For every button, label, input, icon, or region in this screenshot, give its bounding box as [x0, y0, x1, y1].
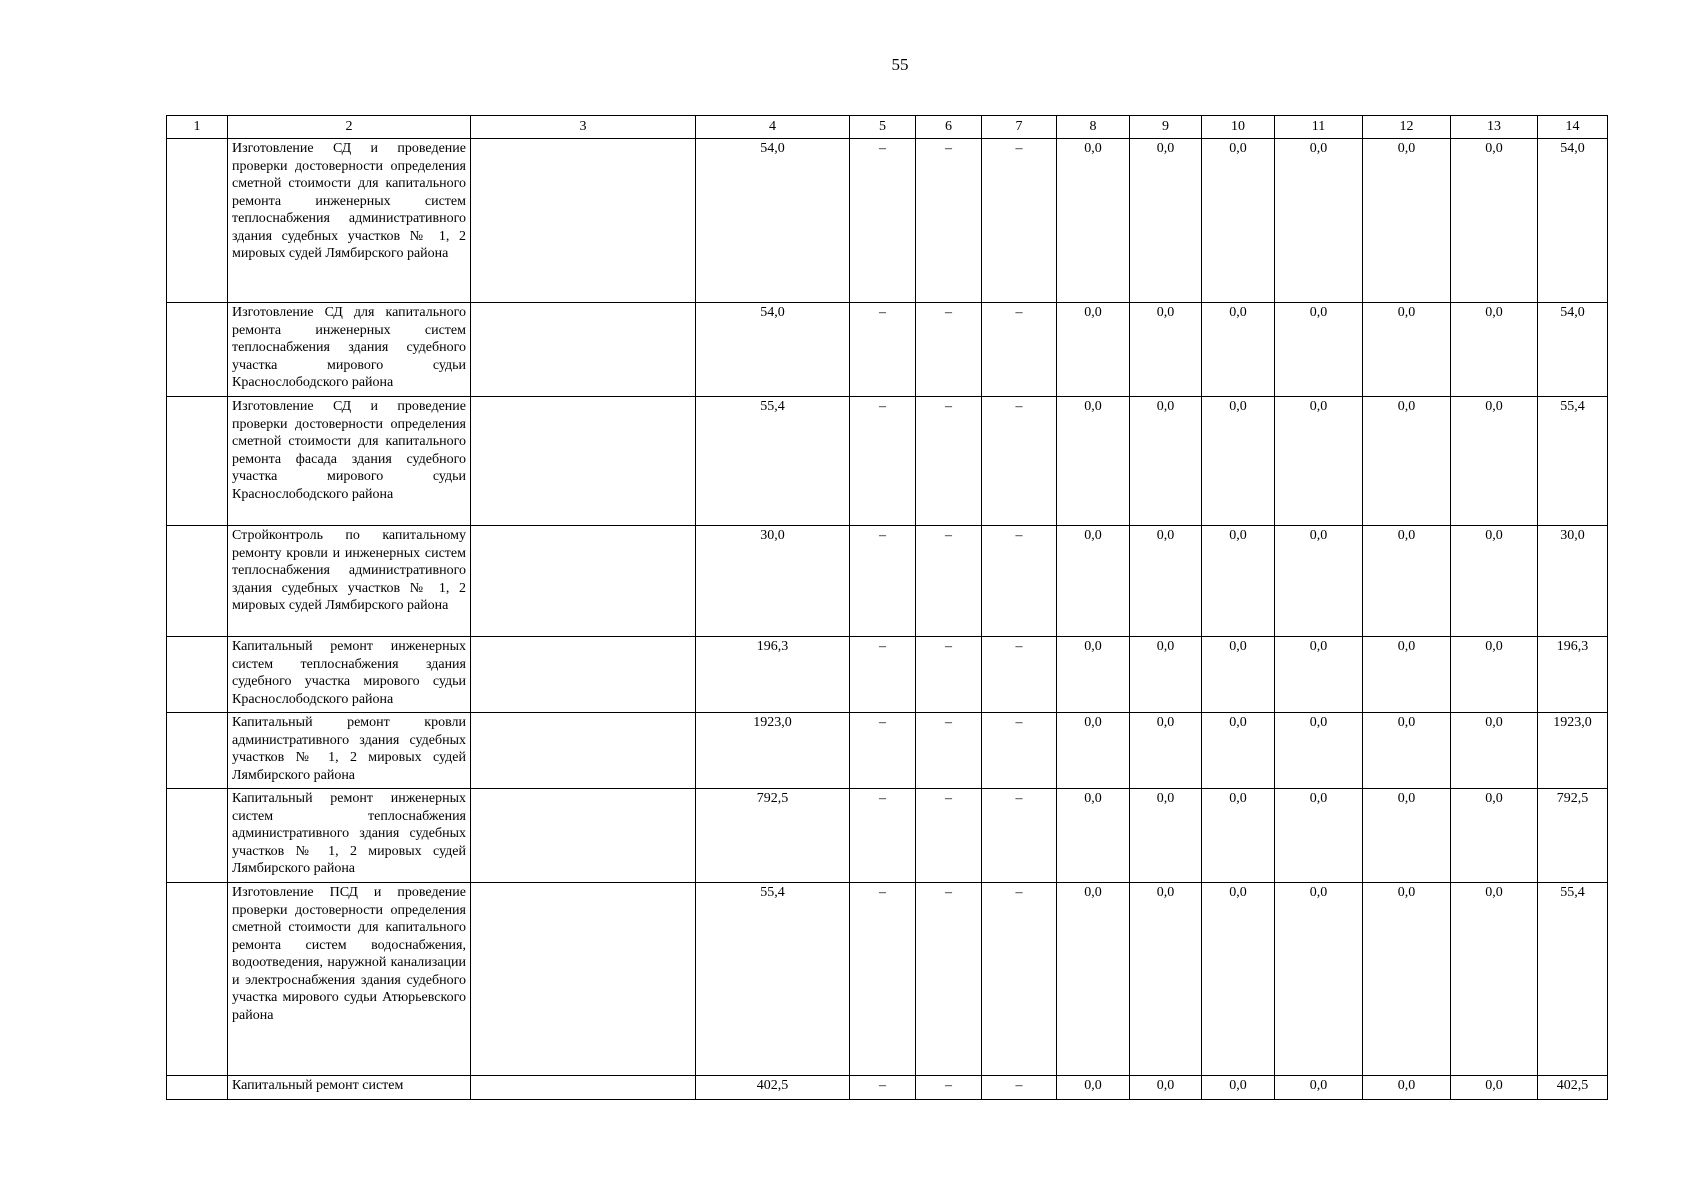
value-cell-col-4: 402,5 — [696, 1076, 850, 1100]
value-cell-col-4: 1923,0 — [696, 713, 850, 789]
value-cell-col-11: 0,0 — [1275, 1076, 1363, 1100]
column-3-cell — [471, 713, 696, 789]
value-cell-col-5: – — [850, 883, 916, 1076]
value-cell-col-6: – — [916, 883, 982, 1076]
column-header-6: 6 — [916, 116, 982, 139]
value-cell-col-10: 0,0 — [1202, 1076, 1275, 1100]
value-cell-col-5: – — [850, 637, 916, 713]
column-header-14: 14 — [1538, 116, 1608, 139]
value-cell-col-7: – — [982, 637, 1057, 713]
value-cell-col-12: 0,0 — [1363, 713, 1451, 789]
value-cell-col-6: – — [916, 713, 982, 789]
row-number-cell — [167, 303, 228, 397]
value-cell-col-12: 0,0 — [1363, 526, 1451, 637]
row-number-cell — [167, 637, 228, 713]
row-number-cell — [167, 139, 228, 303]
value-cell-col-4: 30,0 — [696, 526, 850, 637]
value-cell-col-4: 196,3 — [696, 637, 850, 713]
value-cell-col-11: 0,0 — [1275, 303, 1363, 397]
page-number: 55 — [891, 55, 909, 74]
column-header-7: 7 — [982, 116, 1057, 139]
row-number-cell — [167, 1076, 228, 1100]
value-cell-col-13: 0,0 — [1451, 526, 1538, 637]
description-cell: Изготовление СД и проведение проверки достоверности определения сметной стоимости для капитального ремонта фасада здания судебного участка мирового судьи Краснослободского района — [228, 397, 471, 526]
value-cell-col-5: – — [850, 789, 916, 883]
column-3-cell — [471, 397, 696, 526]
value-cell-col-8: 0,0 — [1057, 526, 1130, 637]
table-row — [167, 1076, 1608, 1100]
value-cell-col-12: 0,0 — [1363, 139, 1451, 303]
column-header-9: 9 — [1130, 116, 1202, 139]
value-cell-col-5: – — [850, 397, 916, 526]
value-cell-col-10: 0,0 — [1202, 526, 1275, 637]
value-cell-col-10: 0,0 — [1202, 139, 1275, 303]
description-cell: Изготовление СД для капитального ремонта инженерных систем теплоснабжения здания судебного участка мирового судьи Краснослободского района — [228, 303, 471, 397]
value-cell-col-13: 0,0 — [1451, 637, 1538, 713]
table-row — [167, 139, 1608, 303]
column-3-cell — [471, 139, 696, 303]
value-cell-col-8: 0,0 — [1057, 139, 1130, 303]
row-number-cell — [167, 526, 228, 637]
value-cell-col-13: 0,0 — [1451, 139, 1538, 303]
budget-table — [166, 115, 1608, 1100]
value-cell-col-12: 0,0 — [1363, 883, 1451, 1076]
value-cell-col-13: 0,0 — [1451, 303, 1538, 397]
value-cell-col-7: – — [982, 713, 1057, 789]
value-cell-col-6: – — [916, 139, 982, 303]
value-cell-col-6: – — [916, 303, 982, 397]
table-row — [167, 397, 1608, 526]
value-cell-col-13: 0,0 — [1451, 713, 1538, 789]
value-cell-col-14: 55,4 — [1538, 397, 1608, 526]
value-cell-col-9: 0,0 — [1130, 883, 1202, 1076]
description-cell: Изготовление СД и проведение проверки достоверности определения сметной стоимости для капитального ремонта инженерных систем теплоснабжения административного здания судебных участков № 1, 2 мировых судей Лямбирского района — [228, 139, 471, 303]
column-3-cell — [471, 789, 696, 883]
column-header-12: 12 — [1363, 116, 1451, 139]
value-cell-col-13: 0,0 — [1451, 883, 1538, 1076]
value-cell-col-5: – — [850, 526, 916, 637]
table-row — [167, 789, 1608, 883]
table-row — [167, 303, 1608, 397]
value-cell-col-5: – — [850, 303, 916, 397]
column-3-cell — [471, 303, 696, 397]
value-cell-col-7: – — [982, 139, 1057, 303]
value-cell-col-9: 0,0 — [1130, 303, 1202, 397]
column-3-cell — [471, 1076, 696, 1100]
value-cell-col-6: – — [916, 397, 982, 526]
row-number-cell — [167, 883, 228, 1076]
table-row — [167, 637, 1608, 713]
table-row — [167, 883, 1608, 1076]
row-number-cell — [167, 713, 228, 789]
value-cell-col-4: 792,5 — [696, 789, 850, 883]
value-cell-col-10: 0,0 — [1202, 883, 1275, 1076]
value-cell-col-14: 54,0 — [1538, 303, 1608, 397]
value-cell-col-11: 0,0 — [1275, 139, 1363, 303]
column-header-13: 13 — [1451, 116, 1538, 139]
value-cell-col-12: 0,0 — [1363, 303, 1451, 397]
column-header-11: 11 — [1275, 116, 1363, 139]
value-cell-col-9: 0,0 — [1130, 139, 1202, 303]
value-cell-col-14: 55,4 — [1538, 883, 1608, 1076]
value-cell-col-11: 0,0 — [1275, 883, 1363, 1076]
value-cell-col-8: 0,0 — [1057, 303, 1130, 397]
value-cell-col-5: – — [850, 139, 916, 303]
value-cell-col-10: 0,0 — [1202, 637, 1275, 713]
value-cell-col-6: – — [916, 1076, 982, 1100]
value-cell-col-8: 0,0 — [1057, 637, 1130, 713]
value-cell-col-14: 402,5 — [1538, 1076, 1608, 1100]
value-cell-col-9: 0,0 — [1130, 1076, 1202, 1100]
value-cell-col-8: 0,0 — [1057, 1076, 1130, 1100]
value-cell-col-14: 54,0 — [1538, 139, 1608, 303]
column-header-8: 8 — [1057, 116, 1130, 139]
value-cell-col-10: 0,0 — [1202, 397, 1275, 526]
column-3-cell — [471, 883, 696, 1076]
value-cell-col-9: 0,0 — [1130, 397, 1202, 526]
column-header-4: 4 — [696, 116, 850, 139]
column-3-cell — [471, 637, 696, 713]
table-row — [167, 713, 1608, 789]
value-cell-col-9: 0,0 — [1130, 637, 1202, 713]
value-cell-col-7: – — [982, 303, 1057, 397]
value-cell-col-12: 0,0 — [1363, 637, 1451, 713]
column-header-10: 10 — [1202, 116, 1275, 139]
value-cell-col-14: 196,3 — [1538, 637, 1608, 713]
value-cell-col-11: 0,0 — [1275, 713, 1363, 789]
value-cell-col-8: 0,0 — [1057, 789, 1130, 883]
value-cell-col-11: 0,0 — [1275, 526, 1363, 637]
description-cell: Капитальный ремонт кровли административного здания судебных участков № 1, 2 мировых судей Лямбирского района — [228, 713, 471, 789]
value-cell-col-8: 0,0 — [1057, 713, 1130, 789]
value-cell-col-14: 30,0 — [1538, 526, 1608, 637]
description-cell: Капитальный ремонт систем — [228, 1076, 471, 1100]
value-cell-col-12: 0,0 — [1363, 789, 1451, 883]
value-cell-col-4: 55,4 — [696, 397, 850, 526]
description-cell: Капитальный ремонт инженерных систем теплоснабжения здания судебного участка мирового судьи Краснослободского района — [228, 637, 471, 713]
value-cell-col-4: 54,0 — [696, 139, 850, 303]
value-cell-col-5: – — [850, 1076, 916, 1100]
value-cell-col-9: 0,0 — [1130, 789, 1202, 883]
value-cell-col-10: 0,0 — [1202, 303, 1275, 397]
value-cell-col-5: – — [850, 713, 916, 789]
column-header-2: 2 — [228, 116, 471, 139]
value-cell-col-8: 0,0 — [1057, 397, 1130, 526]
value-cell-col-12: 0,0 — [1363, 1076, 1451, 1100]
column-header-3: 3 — [471, 116, 696, 139]
value-cell-col-4: 54,0 — [696, 303, 850, 397]
value-cell-col-9: 0,0 — [1130, 526, 1202, 637]
value-cell-col-4: 55,4 — [696, 883, 850, 1076]
value-cell-col-8: 0,0 — [1057, 883, 1130, 1076]
value-cell-col-7: – — [982, 397, 1057, 526]
column-3-cell — [471, 526, 696, 637]
value-cell-col-13: 0,0 — [1451, 789, 1538, 883]
description-cell: Изготовление ПСД и проведение проверки достоверности определения сметной стоимости для капитального ремонта систем водоснабжения, водоотведения, наружной канализации и электроснабжения здания судебного участка мирового судьи Атюрьевского района — [228, 883, 471, 1076]
column-header-1: 1 — [167, 116, 228, 139]
value-cell-col-6: – — [916, 526, 982, 637]
value-cell-col-14: 1923,0 — [1538, 713, 1608, 789]
value-cell-col-6: – — [916, 637, 982, 713]
value-cell-col-6: – — [916, 789, 982, 883]
description-cell: Стройконтроль по капитальному ремонту кровли и инженерных систем теплоснабжения административного здания судебных участков № 1, 2 мировых судей Лямбирского района — [228, 526, 471, 637]
table-row — [167, 526, 1608, 637]
value-cell-col-13: 0,0 — [1451, 1076, 1538, 1100]
column-header-5: 5 — [850, 116, 916, 139]
value-cell-col-11: 0,0 — [1275, 397, 1363, 526]
value-cell-col-9: 0,0 — [1130, 713, 1202, 789]
table-header-row — [167, 116, 1608, 139]
value-cell-col-7: – — [982, 1076, 1057, 1100]
description-cell: Капитальный ремонт инженерных систем теплоснабжения административного здания судебных участков № 1, 2 мировых судей Лямбирского района — [228, 789, 471, 883]
row-number-cell — [167, 789, 228, 883]
value-cell-col-7: – — [982, 789, 1057, 883]
value-cell-col-11: 0,0 — [1275, 637, 1363, 713]
value-cell-col-7: – — [982, 883, 1057, 1076]
value-cell-col-13: 0,0 — [1451, 397, 1538, 526]
value-cell-col-7: – — [982, 526, 1057, 637]
value-cell-col-10: 0,0 — [1202, 713, 1275, 789]
value-cell-col-10: 0,0 — [1202, 789, 1275, 883]
value-cell-col-11: 0,0 — [1275, 789, 1363, 883]
value-cell-col-12: 0,0 — [1363, 397, 1451, 526]
row-number-cell — [167, 397, 228, 526]
value-cell-col-14: 792,5 — [1538, 789, 1608, 883]
